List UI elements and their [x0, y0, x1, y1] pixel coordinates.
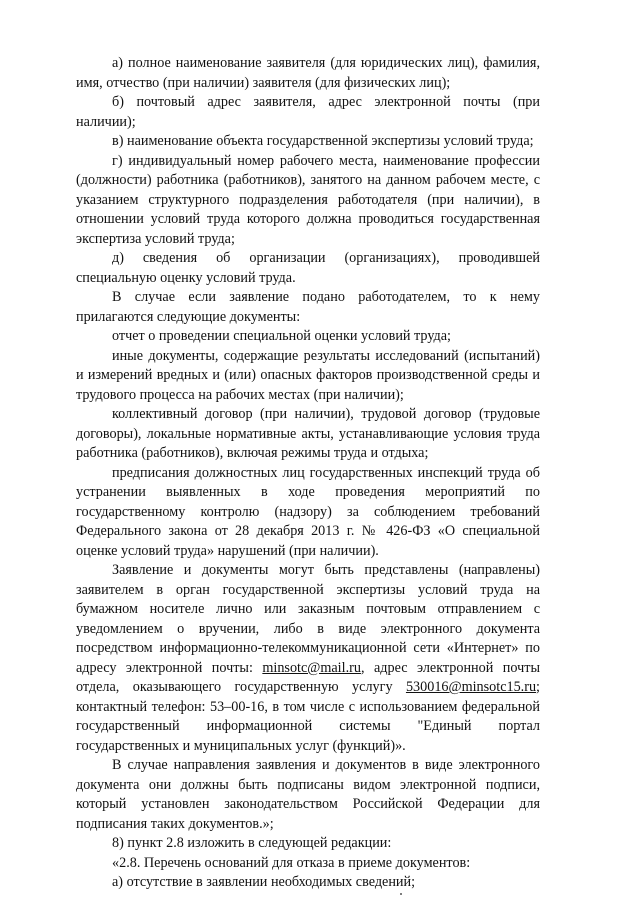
submission-text-3: ; контактный телефон: 53–00-16, в том числе с использованием федеральной государственный информационной системы "Единый портал государственных и муниципальных услуг (функций)». — [76, 679, 540, 754]
paragraph-item-g: г) индивидуальный номер рабочего места, наименование профессии (должности) работника (работников), занятого на данном рабочем месте, с указанием структурного подразделения работодателя (при наличии), в отношении условий труда которого должна проводиться государственная экспертиза условий труда; — [76, 152, 540, 247]
scan-speck — [400, 893, 402, 895]
email-link-2[interactable]: 530016@minsotc15.ru — [405, 679, 537, 695]
paragraph-section-2-8: «2.8. Перечень оснований для отказа в приеме документов: — [112, 854, 471, 871]
paragraph-report: отчет о проведении специальной оценки условий труда; — [112, 328, 451, 344]
paragraph-item-a: а) полное наименование заявителя (для юридических лиц), фамилия, имя, отчество (при наличии) заявителя (для физических лиц); — [76, 55, 540, 91]
paragraph-refusal-a: а) отсутствие в заявлении необходимых сведений; — [112, 874, 416, 890]
submission-text-1: Заявление и документы могут быть представлены (направлены) заявителем в орган государственной экспертизы условий труда на бумажном носителе лично или заказным почтовым отправлением с уведомлением о вручении, либо в виде электронного документа посредством информационно-телекоммуникационной сети «Интернет» по адресу электронной почты: — [76, 562, 540, 676]
document-page — [76, 54, 540, 893]
paragraph-employer-case: В случае если заявление подано работодателем, то к нему прилагаются следующие документы: — [76, 289, 540, 325]
paragraph-item-d: д) сведения об организации (организациях), проводившей специальную оценку условий труда. — [76, 250, 540, 286]
paragraph-collective-agreement: коллективный договор (при наличии), трудовой договор (трудовые договоры), локальные нормативные акты, устанавливающие условия труда работника (работников), включая режимы труда и отдыха; — [76, 406, 540, 461]
paragraph-item-b: б) почтовый адрес заявителя, адрес электронной почты (при наличии); — [76, 94, 540, 130]
email-link-1[interactable]: minsotc@mail.ru — [262, 659, 361, 676]
paragraph-inspection-orders: предписания должностных лиц государственных инспекций труда об устранении выявленных в ходе проведения мероприятий по государственному контролю (надзору) за соблюдением требований Федерального закона от 28 декабря 2013 г. № 426-ФЗ «О специальной оценке условий труда» нарушений (при наличии). — [76, 464, 540, 559]
paragraph-item-v: в) наименование объекта государственной экспертизы условий труда; — [112, 133, 534, 149]
paragraph-other-documents: иные документы, содержащие результаты исследований (испытаний) и измерений вредных и (или) опасных факторов производственной среды и трудового процесса на рабочих местах (при наличии); — [76, 347, 540, 403]
paragraph-submission — [76, 561, 540, 756]
paragraph-electronic-signature: В случае направления заявления и документов в виде электронного документа они должны быть подписаны видом электронной подписи, который установлен законодательством Российской Федерации для подписания таких документов.»; — [76, 757, 540, 832]
paragraph-item-8: 8) пункт 2.8 изложить в следующей редакции: — [112, 835, 392, 851]
submission-text-2: , адрес электронной почты отдела, оказывающего государственную услугу — [76, 659, 540, 695]
